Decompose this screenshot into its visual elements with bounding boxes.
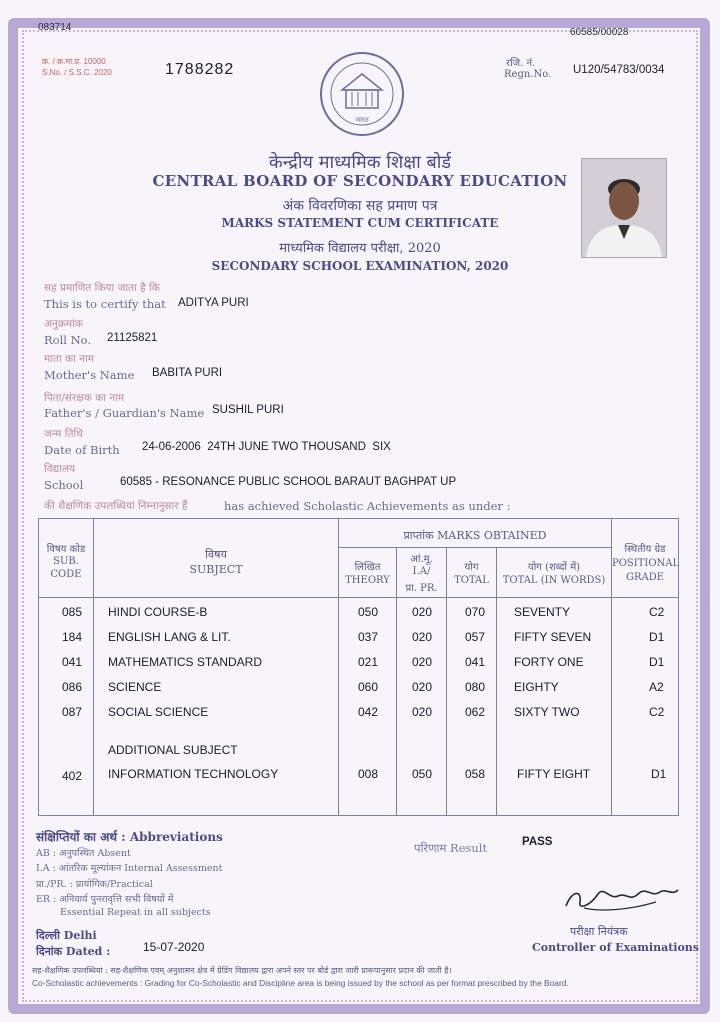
header-code-hi: विषय कोड <box>46 544 86 555</box>
note-en: Co-Scholastic achievements : Grading for Co-Scholastic and Discipline area is being issued by the school as per format prescribed by the Board. <box>32 978 569 988</box>
additional-subject-label: ADDITIONAL SUBJECT <box>108 743 238 757</box>
row-subject: HINDI COURSE-B <box>108 605 208 619</box>
achieved-label-hi: की शैक्षणिक उपलब्धियां निम्नानुसार हैं <box>44 500 188 512</box>
header-total-en: TOTAL <box>454 575 489 586</box>
header-pr-hi: प्रा. PR. <box>405 583 438 594</box>
row-grade: A2 <box>649 680 664 694</box>
exam-title-en: SECONDARY SCHOOL EXAMINATION, 2020 <box>211 259 509 273</box>
row-grade: D1 <box>651 767 667 781</box>
regn-label-hi: रजि. नं. <box>506 58 536 69</box>
row-grade: D1 <box>649 630 665 644</box>
row-total: 070 <box>465 605 486 619</box>
abbr-pr: प्रा./PR. : प्रायोगिक/Practical <box>36 879 153 890</box>
row-code: 041 <box>62 655 83 669</box>
abbreviations-title <box>36 828 223 845</box>
mother-label-en: Mother's Name <box>44 368 135 382</box>
serial-label-hi: क्र. / क्र.मा.प्र. 10000 <box>42 57 106 66</box>
mother-name: BABITA PURI <box>152 367 223 379</box>
signature-icon <box>560 876 680 920</box>
achieved-label-en: has achieved Scholastic Achievements as under : <box>224 499 511 513</box>
place: दिल्ली Delhi <box>36 929 97 942</box>
row-ia: 020 <box>412 705 433 719</box>
controller-label-en: Controller of Examinations <box>532 941 699 954</box>
header-words-hi: योग (शब्दों में) <box>527 562 581 573</box>
top-left-number: 083714 <box>38 22 72 33</box>
row-code: 402 <box>62 769 83 783</box>
row-total: 057 <box>465 630 486 644</box>
mother-label-hi: माता का नाम <box>44 353 94 365</box>
row-total: 058 <box>465 767 486 781</box>
roll-number: 21125821 <box>107 332 158 344</box>
table-row <box>39 680 678 700</box>
controller-label-hi: परीक्षा नियंत्रक <box>570 925 628 938</box>
row-total: 080 <box>465 680 486 694</box>
header-ia-en: I.A/ <box>412 566 431 577</box>
abbr-title-en: Abbreviations <box>129 830 223 844</box>
board-title-en: CENTRAL BOARD OF SECONDARY EDUCATION <box>152 172 568 190</box>
regn-number: U120/54783/0034 <box>573 64 665 76</box>
result-value: PASS <box>522 836 553 848</box>
row-words: SIXTY TWO <box>514 705 580 719</box>
row-ia: 020 <box>412 605 433 619</box>
header-total-hi: योग <box>464 562 479 573</box>
header-code-en: SUB. CODE <box>50 556 82 580</box>
row-subject: SCIENCE <box>108 680 162 694</box>
row-code: 085 <box>62 605 83 619</box>
emblem-text: भारत <box>355 116 369 124</box>
roll-label-en: Roll No. <box>44 333 92 347</box>
certify-label-en: This is to certify that <box>44 297 166 311</box>
header-grade-en: POSITIONAL GRADE <box>612 558 680 583</box>
header-marks-en: MARKS OBTAINED <box>437 529 547 542</box>
row-theory: 037 <box>358 630 379 644</box>
marks-table <box>38 518 679 816</box>
row-ia: 020 <box>412 680 433 694</box>
cbse-emblem-icon <box>318 50 406 138</box>
result-label: परिणाम Result <box>414 841 488 855</box>
row-words: EIGHTY <box>514 680 559 694</box>
certify-label-hi: सह प्रमाणित किया जाता है कि <box>44 282 160 294</box>
table-row <box>39 705 678 725</box>
row-code: 086 <box>62 680 83 694</box>
row-grade: D1 <box>649 655 665 669</box>
table-row <box>39 630 678 650</box>
school-name: 60585 - RESONANCE PUBLIC SCHOOL BARAUT BAGHPAT UP <box>120 476 457 488</box>
note-hi: सह-शैक्षणिक उपलब्धियां : सह-शैक्षणिक एवम् अनुशासन क्षेत्र में ग्रेडिंग विद्यालय द्वारा अपने स्तर पर बोर्ड द्वारा जारी प्रारूपानुसार प्रदान की जाती है। <box>32 966 452 975</box>
row-subject: SOCIAL SCIENCE <box>108 705 209 719</box>
dob-label-hi: जन्म तिथि <box>44 428 83 440</box>
dated-label: दिनांक Dated : <box>36 945 111 958</box>
row-theory: 008 <box>358 767 379 781</box>
row-words: FIFTY SEVEN <box>514 630 592 644</box>
father-name: SUSHIL PURI <box>212 404 284 416</box>
row-code: 184 <box>62 630 83 644</box>
abbr-er-en: Essential Repeat in all subjects <box>60 907 211 918</box>
table-row <box>39 605 678 625</box>
row-total: 041 <box>465 655 486 669</box>
row-theory: 042 <box>358 705 379 719</box>
row-words: FORTY ONE <box>514 655 584 669</box>
row-theory: 060 <box>358 680 379 694</box>
abbr-ab: AB : अनुपस्थित Absent <box>36 848 131 859</box>
row-ia: 020 <box>412 630 433 644</box>
header-grade-hi: स्थितीय ग्रेड <box>624 544 666 555</box>
dob-label-en: Date of Birth <box>44 443 120 457</box>
abbr-er: ER : अनिवार्य पुनरावृत्ति सभी विषयों में <box>36 894 174 905</box>
father-label-en: Father's / Guardian's Name <box>44 406 205 420</box>
roll-label-hi: अनुक्रमांक <box>44 318 83 330</box>
school-label-en: School <box>44 478 84 492</box>
issue-date: 15-07-2020 <box>143 940 205 954</box>
row-theory: 021 <box>358 655 379 669</box>
serial-number: 1788282 <box>165 61 235 78</box>
doc-title-en: MARKS STATEMENT CUM CERTIFICATE <box>221 216 499 230</box>
header-theory-hi: लिखित <box>354 562 381 573</box>
date-of-birth: 24-06-2006 24TH JUNE TWO THOUSAND SIX <box>142 441 391 453</box>
row-ia: 050 <box>412 767 433 781</box>
header-ia-hi: आं.मू. <box>410 554 433 565</box>
serial-label-en: S.No. / S.S.C. 2020 <box>42 68 112 77</box>
student-avatar-icon <box>582 159 666 257</box>
header-words-en: TOTAL (IN WORDS) <box>502 575 606 586</box>
row-code: 087 <box>62 705 83 719</box>
row-grade: C2 <box>649 705 665 719</box>
father-label-hi: पिता/संरक्षक का नाम <box>44 392 125 404</box>
row-subject: MATHEMATICS STANDARD <box>108 655 263 669</box>
row-subject: ENGLISH LANG & LIT. <box>108 630 231 644</box>
header-subject-en: SUBJECT <box>189 563 243 576</box>
header-marks <box>339 528 611 543</box>
row-grade: C2 <box>649 605 665 619</box>
doc-title-hi: अंक विवरणिका सह प्रमाण पत्र <box>282 198 438 214</box>
row-ia: 020 <box>412 655 433 669</box>
school-label-hi: विद्यालय <box>44 463 76 475</box>
header-theory-en: THEORY <box>345 575 390 586</box>
row-words: SEVENTY <box>514 605 571 619</box>
student-name: ADITYA PURI <box>178 297 249 309</box>
abbr-ia: I.A : आंतरिक मूल्यांकन Internal Assessment <box>36 863 223 874</box>
header-subject-hi: विषय <box>205 548 227 561</box>
table-row <box>39 655 678 675</box>
student-photo <box>581 158 667 258</box>
header-marks-hi: प्राप्तांक <box>403 529 434 542</box>
abbr-title-hi: संक्षिप्तियों का अर्थ : <box>36 830 126 844</box>
regn-label-en: Regn.No. <box>504 69 552 80</box>
exam-title-hi: माध्यमिक विद्यालय परीक्षा, 2020 <box>279 241 441 256</box>
row-theory: 050 <box>358 605 379 619</box>
table-row <box>39 767 678 787</box>
row-words: FIFTY EIGHT <box>517 767 591 781</box>
row-subject: INFORMATION TECHNOLOGY <box>108 767 279 781</box>
row-total: 062 <box>465 705 486 719</box>
top-right-number: 60585/00028 <box>570 27 629 38</box>
board-title-hi: केन्द्रीय माध्यमिक शिक्षा बोर्ड <box>268 152 452 173</box>
